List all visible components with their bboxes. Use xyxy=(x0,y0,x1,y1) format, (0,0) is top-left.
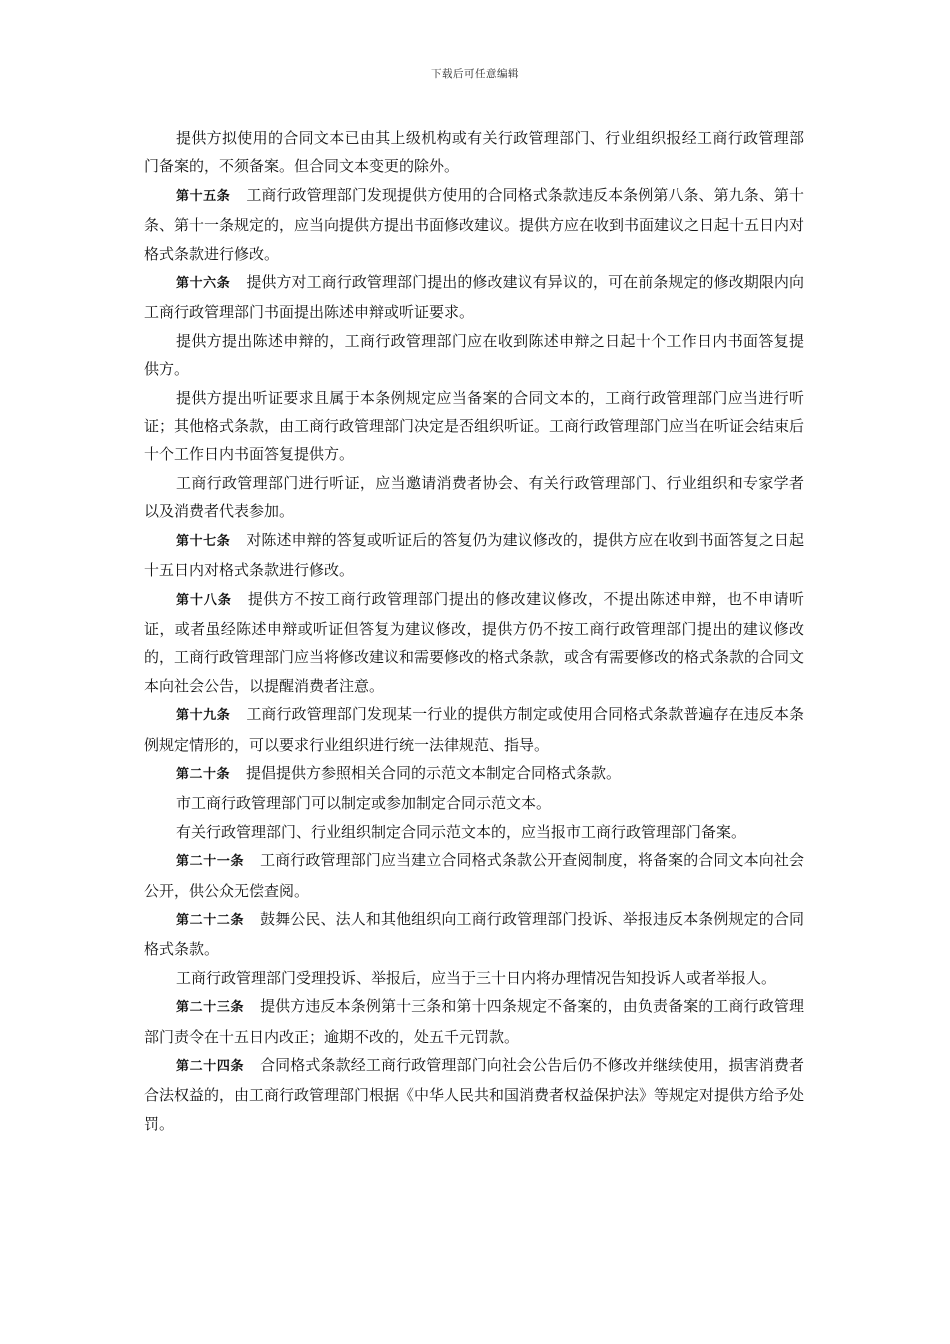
paragraph-text: 工商行政管理部门进行听证，应当邀请消费者协会、有关行政管理部门、行业组织和专家学者以及消费者代表参加。 xyxy=(144,473,804,521)
paragraph xyxy=(144,124,804,181)
article-number: 第十六条 xyxy=(176,276,231,292)
paragraph-text: 合同格式条款经工商行政管理部门向社会公告后仍不修改并继续使用，损害消费者合法权益的，由工商行政管理部门根据《中华人民共和国消费者权益保护法》等规定对提供方给予处罚。 xyxy=(144,1056,805,1133)
paragraph-text: 提供方对工商行政管理部门提出的修改建议有异议的，可在前条规定的修改期限内向工商行政管理部门书面提出陈述申辩或听证要求。 xyxy=(144,273,804,322)
paragraph-text: 工商行政管理部门发现某一行业的提供方制定或使用合同格式条款普遍存在违反本条例规定情形的，可以要求行业组织进行统一法律规范、指导。 xyxy=(144,705,804,754)
paragraph xyxy=(144,384,804,469)
paragraph xyxy=(144,327,804,384)
article-number: 第二十二条 xyxy=(176,912,245,928)
article-number: 第十九条 xyxy=(176,708,231,724)
paragraph-text: 工商行政管理部门应当建立合同格式条款公开查阅制度，将备案的合同文本向社会公开，供公众无偿查阅。 xyxy=(144,851,804,900)
article-number: 第十八条 xyxy=(176,592,232,608)
paragraph xyxy=(144,759,804,789)
paragraph xyxy=(144,700,804,759)
paragraph-text: 提供方违反本条例第十三条和第十四条规定不备案的，由负责备案的工商行政管理部门责令在十五日内改正；逾期不改的，处五千元罚款。 xyxy=(144,997,804,1046)
paragraph xyxy=(144,846,804,905)
paragraph xyxy=(144,585,804,701)
paragraph xyxy=(144,818,804,846)
paragraph-text: 工商行政管理部门发现提供方使用的合同格式条款违反本条例第八条、第九条、第十条、第十一条规定的，应当向提供方提出书面修改建议。提供方应在收到书面建议之日起十五日内对格式条款进行修改。 xyxy=(144,185,805,263)
paragraph xyxy=(144,789,804,817)
article-number: 第二十三条 xyxy=(176,1000,245,1016)
paragraph xyxy=(144,181,804,268)
paragraph-text: 有关行政管理部门、行业组织制定合同示范文本的，应当报市工商行政管理部门备案。 xyxy=(176,822,747,841)
paragraph-text: 提倡提供方参照相关合同的示范文本制定合同格式条款。 xyxy=(246,763,622,782)
paragraph-text: 提供方不按工商行政管理部门提出的修改建议修改，不提出陈述申辩，也不申请听证，或者虽经陈述申辩或听证但答复为建议修改，提供方仍不按工商行政管理部门提出的建议修改的，工商行政管理部门应当将修改建议和需要修改的格式条款，或含有需要修改的格式条款的合同文本向社会公告，以提醒消费者注意。 xyxy=(144,589,805,695)
paragraph xyxy=(144,1051,804,1138)
paragraph-text: 提供方提出陈述申辩的，工商行政管理部门应在收到陈述申辩之日起十个工作日内书面答复提供方。 xyxy=(144,331,804,379)
paragraph-text: 对陈述申辩的答复或听证后的答复仍为建议修改的，提供方应在收到书面答复之日起十五日内对格式条款进行修改。 xyxy=(144,530,804,580)
paragraph-text: 市工商行政管理部门可以制定或参加制定合同示范文本。 xyxy=(176,794,552,813)
paragraph-text: 鼓舞公民、法人和其他组织向工商行政管理部门投诉、举报违反本条例规定的合同格式条款。 xyxy=(144,909,804,959)
article-number: 第二十条 xyxy=(176,766,231,782)
document-body xyxy=(144,124,804,1138)
paragraph-text: 工商行政管理部门受理投诉、举报后，应当于三十日内将办理情况告知投诉人或者举报人。 xyxy=(176,968,777,987)
paragraph-text: 提供方提出听证要求且属于本条例规定应当备案的合同文本的，工商行政管理部门应当进行听证；其他格式条款，由工商行政管理部门决定是否组织听证。工商行政管理部门应当在听证会结束后十个工作日内书面答复提供方。 xyxy=(144,388,805,464)
article-number: 第十七条 xyxy=(176,533,231,549)
article-number: 第十五条 xyxy=(176,188,231,204)
paragraph-text: 提供方拟使用的合同文本已由其上级机构或有关行政管理部门、行业组织报经工商行政管理部门备案的，不须备案。但合同文本变更的除外。 xyxy=(144,129,804,176)
article-number: 第二十一条 xyxy=(176,854,245,870)
article-number: 第二十四条 xyxy=(176,1059,245,1074)
paragraph xyxy=(144,905,804,964)
page-header-note: 下载后可任意编辑 xyxy=(431,68,519,80)
paragraph xyxy=(144,268,804,327)
paragraph xyxy=(144,992,804,1051)
paragraph xyxy=(144,526,804,585)
paragraph xyxy=(144,964,804,992)
paragraph xyxy=(144,469,804,526)
